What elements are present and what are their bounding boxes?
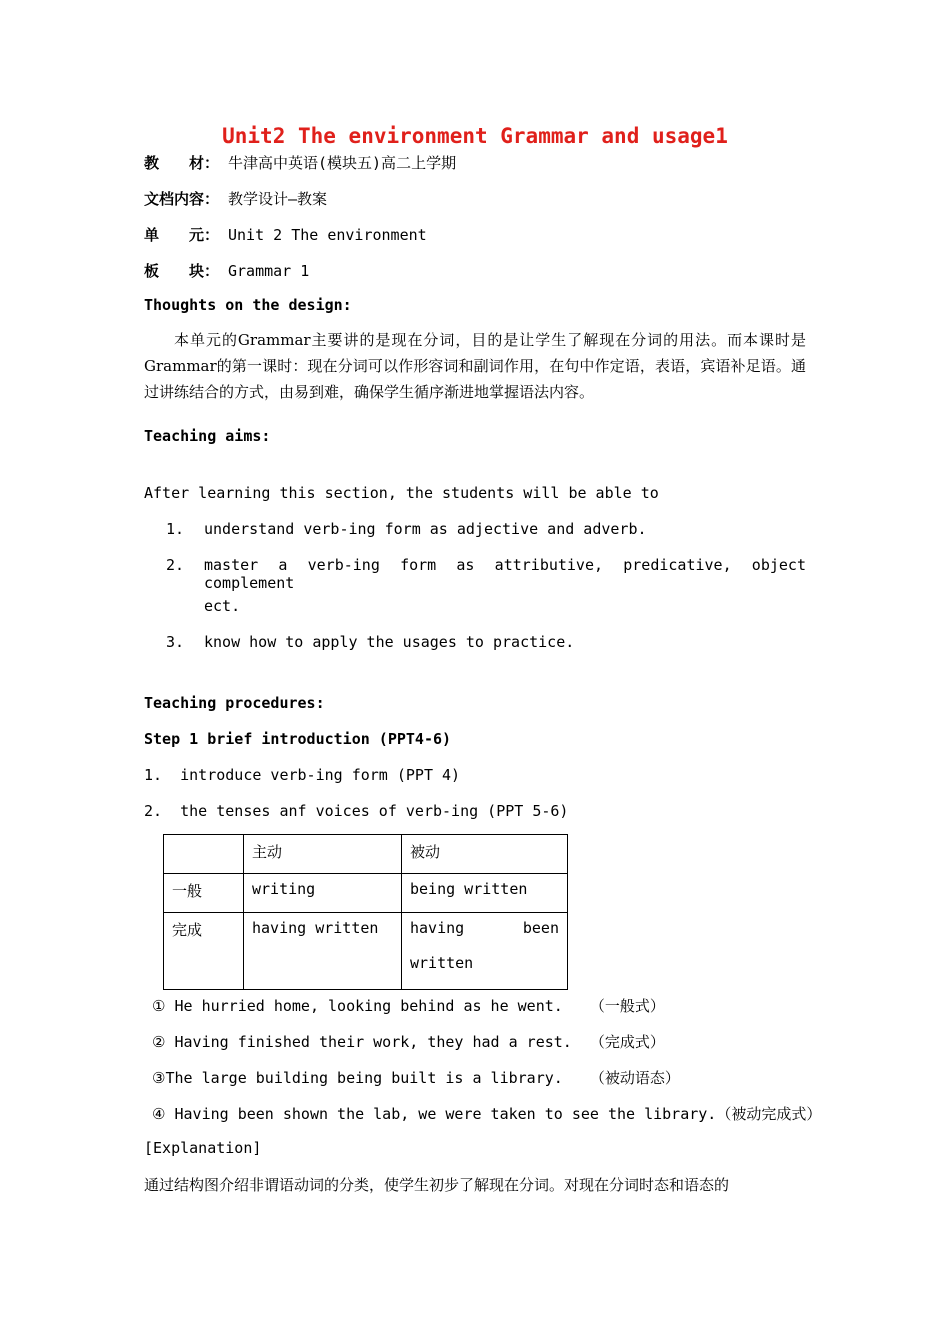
meta-key: 单 元： (144, 226, 220, 244)
meta-value: Unit 2 The environment (228, 226, 427, 244)
cell-word: written (410, 954, 474, 972)
meta-textbook (144, 152, 456, 173)
example-sentence: ④ Having been shown the lab, we were taken to see the library.（被动完成式） (152, 1105, 822, 1123)
table-cell: writing (244, 874, 402, 913)
meta-content (144, 188, 327, 209)
aims-heading: Teaching aims: (144, 427, 271, 445)
cell-word: having (410, 919, 465, 937)
document-title: Unit2 The environment Grammar and usage1 (222, 124, 728, 148)
meta-unit (144, 224, 427, 245)
table-cell (402, 913, 568, 990)
meta-module (144, 260, 309, 281)
aim-number: 3. (166, 633, 185, 651)
table-cell (164, 835, 244, 874)
aim-text: know how to apply the usages to practice. (204, 633, 575, 651)
step1-heading: Step 1 brief introduction (PPT4-6) (144, 730, 452, 748)
explanation-heading: [Explanation] (144, 1139, 262, 1157)
procedures-heading: Teaching procedures: (144, 694, 325, 712)
cell-word: been (522, 919, 559, 937)
table-cell: 被动 (402, 835, 568, 874)
aim-text-continued: ect. (204, 597, 241, 615)
table-cell: 主动 (244, 835, 402, 874)
thoughts-paragraph (144, 327, 806, 405)
table-row (164, 913, 568, 990)
table-cell: 一般 (164, 874, 244, 913)
meta-value: 牛津高中英语(模块五)高二上学期 (228, 154, 457, 172)
table-cell: having written (244, 913, 402, 990)
step1-item: 1. introduce verb-ing form (PPT 4) (144, 766, 461, 784)
meta-value: Grammar 1 (228, 262, 310, 280)
meta-key: 文档内容： (144, 190, 220, 208)
table-row (164, 835, 568, 874)
explanation-text: 通过结构图介绍非谓语动词的分类，使学生初步了解现在分词。对现在分词时态和语态的 (144, 1176, 730, 1194)
tense-voice-table (163, 834, 568, 990)
step1-item: 2. the tenses anf voices of verb-ing (PPT 5-6) (144, 802, 569, 820)
aim-number: 1. (166, 520, 185, 538)
example-sentence: ① He hurried home, looking behind as he went. （一般式） (152, 997, 665, 1015)
meta-key: 板 块： (144, 262, 220, 280)
thoughts-text: 本单元的Grammar主要讲的是现在分词，目的是让学生了解现在分词的用法。而本课时是Grammar的第一课时：现在分词可以作形容词和副词作用，在句中作定语，表语，宾语补足语。通过讲练结合的方式，由易到难，确保学生循序渐进地掌握语法内容。 (144, 331, 806, 401)
table-row (164, 874, 568, 913)
aim-text: master a verb-ing form as attributive, predicative, object complement (204, 556, 806, 592)
aim-number: 2. (166, 556, 185, 574)
example-sentence: ② Having finished their work, they had a rest. （完成式） (152, 1033, 665, 1051)
cell-line (410, 919, 559, 937)
aim-text: understand verb-ing form as adjective and adverb. (204, 520, 647, 538)
meta-key: 教 材： (144, 154, 220, 172)
example-sentence: ③The large building being built is a library. （被动语态） (152, 1069, 680, 1087)
table-cell: being written (402, 874, 568, 913)
thoughts-heading: Thoughts on the design: (144, 296, 352, 314)
meta-value: 教学设计—教案 (228, 190, 328, 208)
aims-intro: After learning this section, the students will be able to (144, 484, 659, 502)
table-cell: 完成 (164, 913, 244, 990)
